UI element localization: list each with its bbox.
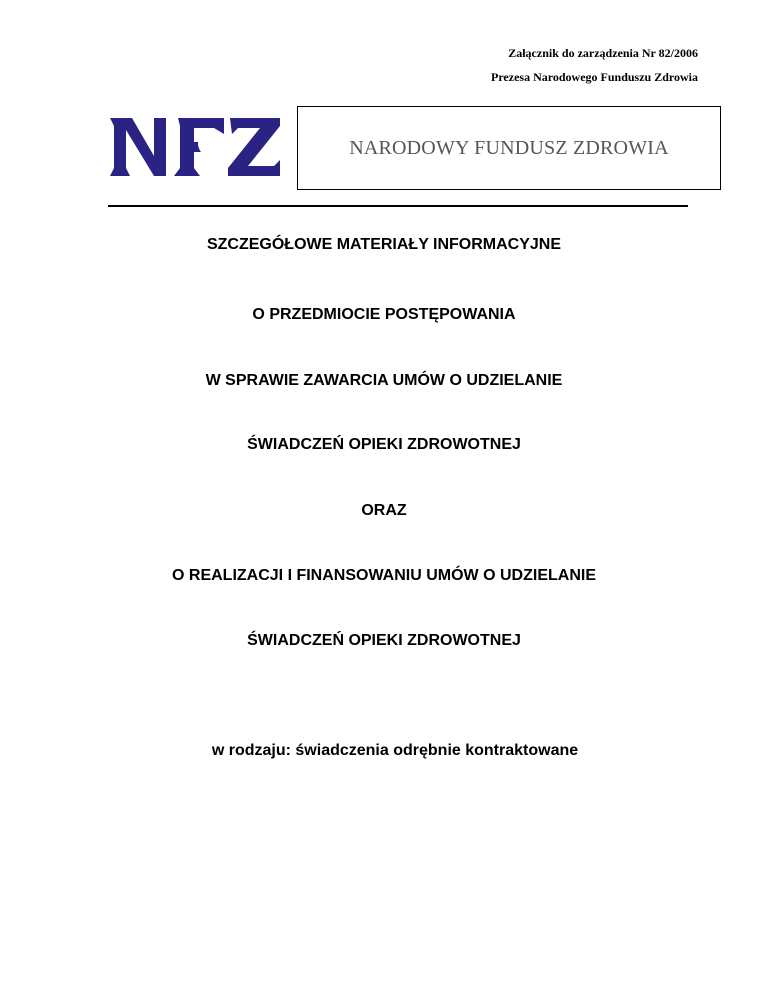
organization-name: NARODOWY FUNDUSZ ZDROWIA [349, 136, 669, 159]
header-divider [108, 205, 688, 207]
title-line-6: O REALIZACJI I FINANSOWANIU UMÓW O UDZIELANIE [172, 567, 596, 584]
attachment-note: Załącznik do zarządzenia Nr 82/2006 [508, 46, 698, 60]
title-line-4: ŚWIADCZEŃ OPIEKI ZDROWOTNEJ [247, 436, 521, 453]
document-subtitle: w rodzaju: świadczenia odrębnie kontraktowane [211, 742, 579, 759]
title-line-2: O PRZEDMIOCIE POSTĘPOWANIA [252, 306, 516, 323]
title-line-1: SZCZEGÓŁOWE MATERIAŁY INFORMACYJNE [206, 236, 562, 253]
attachment-note-issuer: Prezesa Narodowego Funduszu Zdrowia [490, 70, 698, 84]
organization-name-box [297, 106, 721, 190]
title-line-5: ORAZ [361, 502, 407, 519]
title-line-3: W SPRAWIE ZAWARCIA UMÓW O UDZIELANIE [205, 372, 563, 389]
nfz-logo-icon [110, 116, 282, 178]
title-line-7: ŚWIADCZEŃ OPIEKI ZDROWOTNEJ [247, 632, 521, 649]
